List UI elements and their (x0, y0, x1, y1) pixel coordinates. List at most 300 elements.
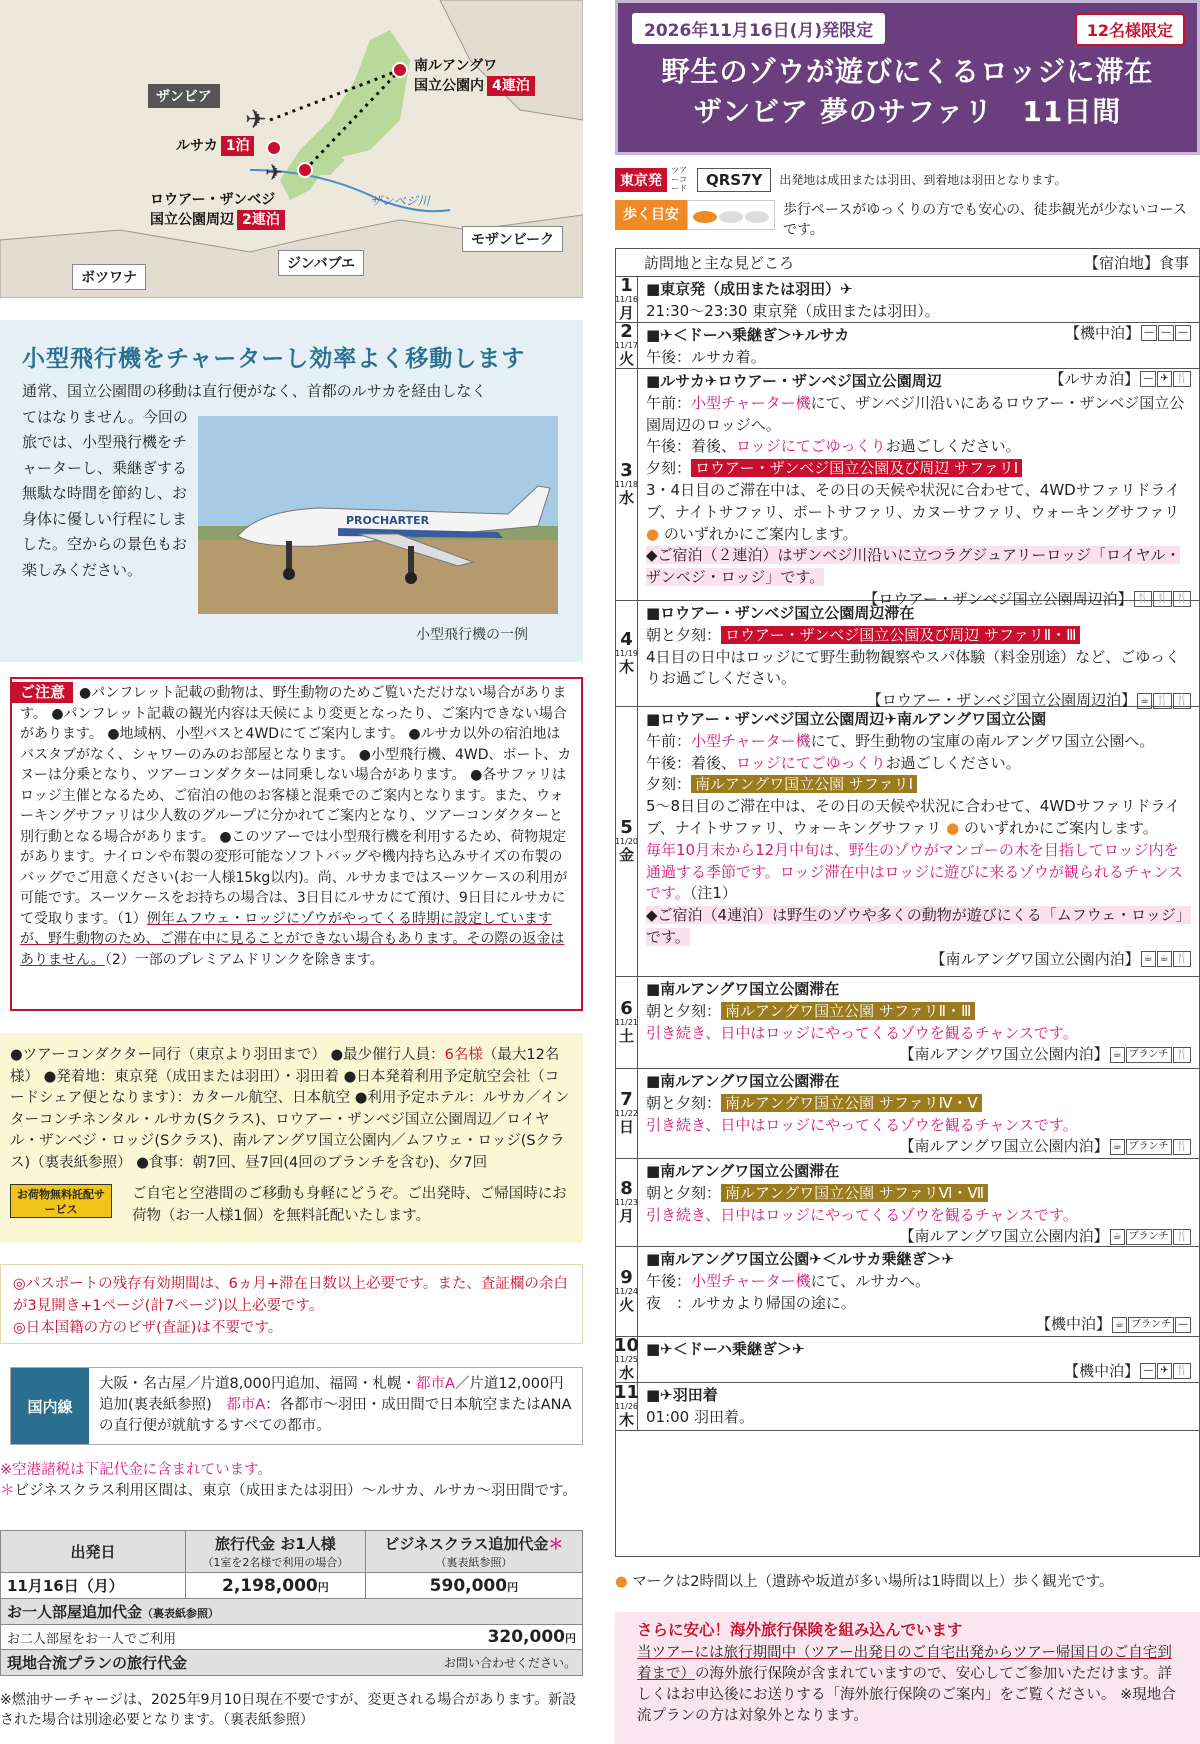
map-label-south-luangwa (414, 56, 535, 96)
day-line (646, 1339, 1191, 1361)
sl-stay-tag: 4連泊 (487, 76, 535, 96)
day-line (646, 603, 1191, 625)
day-line (646, 796, 1191, 840)
day-row (616, 707, 1199, 977)
day-line (646, 1249, 1191, 1271)
day-line (646, 1115, 1191, 1137)
day-line (646, 1183, 1191, 1205)
text: にて、野生動物の宝庫の南ルアングワ国立公園へ。 (810, 731, 1155, 750)
lodge-text: 【ロウアー・ザンベジ国立公園周辺泊】 (866, 691, 1137, 710)
caution-body-2: （2）一部のプレミアムドリンクを除きます。 (104, 951, 384, 968)
note: （注1） (689, 884, 737, 903)
airport-line-1: ※空港諸税は下記代金に含まれています。 (0, 1462, 272, 1478)
left-column (0, 0, 583, 1744)
day-lodge (646, 1136, 1191, 1158)
plane-livery-text: PROCHARTER (346, 514, 430, 527)
day-number (616, 369, 638, 600)
day-number (616, 601, 638, 706)
day-text: ■✈羽田着 (646, 1386, 718, 1404)
label: 午後：着後、 (646, 753, 737, 772)
day-num-text: 1 (620, 275, 633, 296)
tour-info-box (0, 1033, 583, 1243)
day-date: 11/26 (614, 1402, 639, 1411)
price-header-row (1, 1531, 583, 1573)
day-line (646, 545, 1191, 589)
text: のいずれかにご案内します。 (963, 818, 1158, 837)
pink-text: 小型チャーター機 (691, 731, 811, 750)
single-fee (365, 1625, 582, 1650)
local-plan-note: お問い合わせください。 (365, 1650, 582, 1676)
info-min-people: 6名様 (444, 1047, 483, 1063)
meal-icon: ブランチ (1128, 1317, 1174, 1333)
day-num-text: 9 (620, 1267, 633, 1288)
walk-level-row (615, 200, 1200, 240)
itinerary-h2: 【宿泊地】食事 (1083, 254, 1189, 272)
map-label-zambezi-river: ザンベジ川 (370, 194, 430, 208)
meal-icon: — (1175, 325, 1191, 341)
day-line (646, 1001, 1191, 1023)
lodge-note: ◆ご宿泊（２連泊）はザンベジ川沿いに立つラグジュアリーロッジ「ロイヤル・ザンベジ・ロッジ」です。 (646, 546, 1181, 587)
limit-tag: 12名様限定 (1075, 13, 1185, 46)
label: 夕刻： (646, 775, 692, 794)
day-date: 11/24 (614, 1287, 639, 1296)
caution-tag: ご注意 (12, 682, 73, 703)
day-text: 21:30〜23:30 東京発（成田または羽田）。 (646, 301, 940, 320)
map-label-lower-zambezi (150, 190, 285, 230)
tour-code-row (615, 166, 1066, 193)
day-line (646, 1271, 1191, 1293)
day-line (646, 480, 1191, 545)
day-weekday: 金 (618, 846, 634, 864)
day-lodge (646, 1361, 1191, 1383)
meal-icon: — (1141, 325, 1157, 341)
day-text: ■南ルアングワ国立公園滞在 (646, 1162, 840, 1180)
charter-text-1: 通常、国立公園間の移動は直行便がなく、首都のルサカを経由しなく (22, 382, 487, 400)
day-body (638, 1247, 1199, 1336)
safari-tag: 南ルアングワ国立公園 サファリⅡ・Ⅲ (721, 1002, 975, 1020)
domestic-city-a: 都市A (416, 1376, 455, 1392)
price-biz-value: 590,000 (429, 1575, 508, 1596)
day-lodge (646, 1314, 1191, 1336)
lodge-note: ◆ご宿泊（4連泊）は野生のゾウや多くの動物が遊びにくる「ムフウェ・ロッジ」です。 (646, 906, 1191, 946)
day-row (614, 601, 1199, 710)
lodge-text: 【ルサカ泊】 (1049, 369, 1140, 388)
meal-icon: 🍴 (1173, 1047, 1191, 1063)
meal-icon: 🍴 (1173, 693, 1191, 709)
meal-icon: 🍴 (1173, 1139, 1191, 1155)
day-weekday: 水 (618, 1364, 634, 1382)
day-body (638, 1159, 1199, 1246)
day-num-text: 7 (620, 1089, 633, 1110)
pink-text: 引き続き、日中はロッジにやってくるゾウを観るチャンスです。 (646, 1115, 1078, 1134)
meal-icon: 🍴 (1173, 1229, 1191, 1245)
lodge-text: 【南ルアングワ国立公園内泊】 (930, 949, 1140, 968)
day-line (646, 371, 1191, 393)
meal-icon: — (1158, 325, 1174, 341)
day-text: ■南ルアングワ国立公園✈＜ルサカ乗継ぎ＞✈ (646, 1250, 955, 1268)
day-line (646, 347, 1191, 369)
day-text: 01:00 羽田着。 (646, 1407, 754, 1426)
day-number (616, 1159, 638, 1246)
day-date: 11/20 (614, 837, 639, 846)
day-text: ■南ルアングワ国立公園滞在 (646, 1072, 840, 1090)
walk-mark-note (615, 1570, 1114, 1591)
day-number (616, 277, 638, 322)
svg-text:✈: ✈ (245, 105, 267, 135)
day-line (646, 1093, 1191, 1115)
price-fee-value: 2,198,000 (222, 1575, 318, 1596)
price-biz-yen: 円 (507, 1580, 519, 1594)
price-biz (365, 1573, 582, 1599)
day-number (616, 1069, 638, 1158)
single-fee-row (1, 1625, 583, 1650)
departure-date-tag: 2026年11月16日(月)発限定 (632, 13, 885, 44)
right-column (615, 0, 1200, 1744)
local-plan-label: 現地合流プランの旅行代金 (1, 1650, 366, 1676)
day-line (646, 709, 1191, 731)
map-label-zambia: ザンビア (148, 84, 220, 108)
day-row (616, 1069, 1199, 1159)
label: 夕刻： (646, 459, 692, 478)
sl-name: 南ルアングワ (414, 58, 498, 74)
day-line (646, 1205, 1191, 1227)
charter-plane-box (0, 320, 583, 662)
day-line (646, 905, 1191, 949)
pink-text: 毎年10月末から12月中旬は、野生のゾウがマンゴーの木を目指してロッジ内を通過する季節です。ロッジ滞在中はロッジに遊びに来るゾウが観られるチャンスです。 (646, 840, 1184, 903)
insurance-underlined: 当ツアーには旅行期間中（ツアー出発日のご自宅出発からツアー帰国日のご自宅到着まで） (637, 1645, 1172, 1682)
day-weekday: 月 (618, 1207, 634, 1225)
day-line (646, 1071, 1191, 1093)
day-line (646, 1293, 1191, 1315)
info-part-2: （最大12名様） ●発着地：東京発（成田または羽田）・羽田着 ●日本発着利用予定航空会社（コードシェア便となります）：カタール航空、日本航空 ●利用予定ホテル：ルサカ／インターコンチネンタル・ルサカ(Sクラス)、ロウアー・ザンベジ国立公園周辺／ロイヤル・ザンベジ・ロッジ(Sクラス)、南ルアングワ国立公園内／ムフウェ・ロッジ(Sクラス)（裏表紙参照） ●食事：朝7回、昼7回(4回のブランチを含む)、夕7回 (10, 1047, 570, 1171)
day-date: 11/23 (614, 1198, 639, 1207)
insurance-box (615, 1612, 1200, 1744)
text: のいずれかにご案内します。 (663, 524, 858, 543)
day-weekday: 木 (618, 658, 634, 676)
lodge-text: 【機中泊】 (1064, 323, 1140, 342)
price-date: 11月16日（月） (1, 1573, 186, 1599)
day-text: ■ルサカ✈ロウアー・ザンベジ国立公園周辺 (646, 372, 942, 390)
day-number (613, 1335, 640, 1382)
meal-icon: ☕ (1137, 693, 1152, 709)
price-h-fee (186, 1531, 366, 1573)
route-map (0, 0, 583, 298)
lz-name: ロウアー・ザンベジ (150, 192, 276, 208)
day-weekday: 火 (618, 350, 634, 368)
passport-line-1: ◎パスポートの残存有効期間は、6ヵ月+滞在日数以上必要です。また、査証欄の余白が3見開き+1ページ(計7ページ)以上必要です。 (13, 1276, 568, 1314)
day-weekday: 火 (618, 1296, 634, 1314)
single-fee-value: 320,000 (487, 1627, 565, 1647)
single-room (1, 1599, 583, 1625)
price-h-fee-sub: （1室を2名様で利用の場合） (202, 1556, 349, 1569)
day-body (638, 1337, 1199, 1382)
day-text: ■✈＜ドーハ乗継ぎ＞✈ (646, 1340, 805, 1358)
day-lodge (646, 949, 1191, 971)
pink-text: ロッジにてごゆっくり (736, 753, 886, 772)
lodge-text: 【南ルアングワ国立公園内泊】 (899, 1227, 1109, 1246)
day-number (616, 977, 638, 1068)
day-line (646, 301, 1191, 323)
walk-shoes-icon (687, 200, 775, 230)
meal-icon: ブランチ (1126, 1229, 1172, 1245)
tour-title-1: 野生のゾウが遊びにくるロッジに滞在 (661, 55, 1154, 88)
day-body (638, 1383, 1199, 1430)
day-date: 11/21 (614, 1018, 639, 1027)
caution-underlined: 例年ムフウェ・ロッジにゾウがやってくる時期に設定していますが、野生動物のため、ご滞在中に見ることができない場合もあります。その際の返金はありません。 (20, 910, 565, 968)
day-text: 4日目の日中はロッジにて野生動物観察やスパ体験（料金別途）など、ごゆっくりお過ごしください。 (646, 647, 1181, 688)
airport-tax-note (0, 1460, 583, 1501)
day-text: ■東京発（成田または羽田）✈ (646, 280, 853, 298)
map-label-lusaka (176, 136, 254, 156)
domestic-body (89, 1368, 582, 1444)
airport-line-2: ＊ビジネスクラス利用区間は、東京（成田または羽田）〜ルサカ、ルサカ〜羽田間です。 (0, 1482, 577, 1499)
itinerary-header (616, 249, 1199, 277)
day-weekday: 水 (618, 489, 634, 507)
meal-icon: ☕ (1157, 951, 1172, 967)
insurance-body (637, 1643, 1178, 1727)
map-label-mozambique: モザンビーク (462, 226, 563, 252)
tour-banner (615, 0, 1200, 155)
day-date: 11/17 (614, 341, 639, 350)
plane-photo (198, 416, 558, 614)
day-weekday: 土 (618, 1027, 634, 1045)
walk-mark-icon: ● (646, 524, 664, 543)
safari-tag: 南ルアングワ国立公園 サファリⅠ (691, 775, 917, 793)
info-part-1: ●ツアーコンダクター同行（東京より羽田まで） ●最少催行人員： (10, 1047, 445, 1063)
meal-icon: ☕ (1110, 1229, 1125, 1245)
lodge-text: 【機中泊】 (1064, 1361, 1140, 1380)
itinerary-table (615, 248, 1200, 1557)
insurance-heading: さらに安心！海外旅行保険を組み込んでいます (637, 1621, 963, 1639)
price-h-date: 出発日 (1, 1531, 186, 1573)
price-row (1, 1573, 583, 1599)
safari-tag: 南ルアングワ国立公園 サファリⅣ・Ⅴ (721, 1094, 982, 1112)
single-note: お二人部屋をお一人でご利用 (1, 1625, 366, 1650)
day-line (646, 647, 1191, 691)
safari-tag: 南ルアングワ国立公園 サファリⅥ・Ⅶ (721, 1184, 988, 1202)
airport-line-2-text: ビジネスクラス利用区間は、東京（成田または羽田）〜ルサカ、ルサカ〜羽田間です。 (14, 1482, 577, 1499)
price-table (0, 1530, 583, 1676)
day-line (646, 753, 1191, 775)
day-row (613, 1382, 1199, 1431)
day-weekday: 日 (618, 1118, 634, 1136)
day-body (638, 601, 1199, 710)
meal-icon: ☕ (1110, 1139, 1125, 1155)
day-date: 11/18 (614, 480, 639, 489)
price-h-fee-main: 旅行代金 お1人様 (215, 1535, 336, 1553)
pink-text: 小型チャーター機 (691, 1271, 811, 1290)
safari-tag: ロウアー・ザンベジ国立公園及び周辺 サファリⅡ・Ⅲ (721, 626, 1080, 644)
fuel-surcharge-note: ※燃油サーチャージは、2025年9月10日現在不要ですが、変更される場合があります。新設された場合は別途必要となります。（裏表紙参照） (0, 1692, 577, 1728)
meal-icon: 🍴 (1134, 591, 1152, 607)
meal-icon: ✈ (1157, 371, 1171, 387)
tour-title-2: ザンビア 夢のサファリ 11日間 (693, 95, 1122, 128)
meal-icon: ☕ (1112, 1317, 1127, 1333)
insurance-text: の海外旅行保険が含まれていますので、安心してご参加いただけます。詳しくはお申込後にお送りする「海外旅行保険のご案内」をご覧ください。 ※現地合流プランの方は対象外となります。 (637, 1666, 1176, 1724)
caution-body-1: ●パンフレット記載の動物は、野生動物のためご覧いただけない場合があります。 ●パンフレット記載の観光内容は天候により変更となったり、ご案内できない場合があります。 ●地域柄、小型バスと4WDにてご案内します。 ●ルサカ以外の宿泊地はバスタブがなく、シャワーのみのお部屋となります。 ●小型飛行機、4WD、ボート、カヌーは分乗となり、ツアーコンダクターは同乗しない場合があります。 ●各サファリはロッジ主催となるため、ご宿泊の他のお客様と混乗でのご案内となります。また、ウォーキングサファリは少人数のグループに分かれてご案内となり、ツアーコンダクターと別行動となる場合があります。 ●このツアーでは小型飛行機を利用するため、荷物規定があります。ナイロンや布製の変形可能なソフトバッグや機内持ち込みサイズの布製のバッグでご用意ください(お一人様15kg以内)。尚、ルサカまではスーツケースの利用が可能です。スーツケースをお持ちの場合は、3日目にルサカにて預け、9日目にルサカにて受取ります。（1） (20, 685, 572, 927)
sl-name2: 国立公園内 (414, 78, 484, 94)
pink-text: 小型チャーター機 (691, 393, 811, 412)
local-plan-row (1, 1650, 583, 1676)
lusaka-name: ルサカ (176, 138, 218, 154)
single-fee-yen: 円 (565, 1632, 576, 1645)
price-fee (186, 1573, 366, 1599)
day-text: ■✈＜ドーハ乗継ぎ＞✈ルサカ (646, 326, 850, 344)
day-line (646, 774, 1191, 796)
day-num-text: 5 (620, 817, 633, 838)
meal-icon: 🍴 (1173, 371, 1191, 387)
map-label-botswana: ボツワナ (72, 264, 146, 290)
charter-text-2: てはなりません。今回の旅では、小型飛行機をチャーターし、乗継ぎする無駄な時間を節約し、お身体に優しい行程にしました。空からの景色もお楽しみください。 (22, 407, 188, 579)
caution-box (10, 677, 583, 1011)
meal-icon: 🍴 (1153, 591, 1171, 607)
shoe-icons (691, 205, 771, 225)
plane-illustration (198, 416, 558, 614)
day-number (616, 323, 638, 368)
day-number (613, 1382, 640, 1430)
meal-icon: ☕ (1110, 1047, 1125, 1063)
lodge-text: 【南ルアングワ国立公園内泊】 (899, 1045, 1109, 1064)
meal-icon: — (1140, 1363, 1156, 1379)
lodge-text: 【ロウアー・ザンベジ国立公園周辺泊】 (863, 589, 1133, 608)
label: 朝と夕刻： (646, 1001, 722, 1020)
day-text: ■ロウアー・ザンベジ国立公園周辺✈南ルアングワ国立公園 (646, 710, 1047, 728)
day-date: 11/16 (614, 295, 639, 304)
tour-code-label: ツアーコード (671, 166, 687, 193)
meal-icon: 🍴 (1173, 951, 1191, 967)
day-lodge (646, 1226, 1191, 1248)
walk-note-text: マークは2時間以上（遺跡や坂道が多い場所は1時間以上）歩く観光です。 (632, 1574, 1114, 1590)
domestic-heading: 国内線 (11, 1368, 89, 1444)
text: にて、ルサカへ。 (810, 1271, 930, 1290)
baggage-service-text: ご自宅と空港間のご移動も身軽にどうぞ。ご出発時、ご帰国時にお荷物（お一人様1個）を無料託配いたします。 (132, 1186, 567, 1224)
day-line (646, 979, 1191, 1001)
day-num-text: 6 (620, 998, 633, 1019)
day-weekday: 木 (618, 1411, 634, 1429)
lodge-text: 【南ルアングワ国立公園内泊】 (899, 1137, 1109, 1156)
domestic-b3: ：各都市〜羽田・成田間で日本航空またはANAの直行便が就航するすべての都市。 (99, 1397, 572, 1434)
price-h-biz-main-wrap: ビジネスクラス追加代金＊ (384, 1535, 564, 1553)
day-num-text: 4 (620, 629, 633, 650)
meal-icon: 🍴 (1173, 1363, 1191, 1379)
text: 3・4日目のご滞在中は、その日の天候や状況に合わせて、4WDサファリドライブ、ナイトサファリ、ボートサファリ、カヌーサファリ、ウォーキングサファリ (646, 480, 1180, 521)
day-row (616, 977, 1199, 1069)
text: お過ごしください。 (885, 437, 1021, 456)
day-body (638, 369, 1199, 608)
meal-icon: ブランチ (1126, 1139, 1172, 1155)
label: 朝と夕刻： (646, 1093, 722, 1112)
day-num-text: 2 (620, 321, 633, 342)
tour-code-note: 出発地は成田または羽田、到着地は羽田となります。 (779, 173, 1067, 187)
day-row (616, 1247, 1199, 1337)
passport-line-2: ◎日本国籍の方のビザ(査証)は不要です。 (13, 1320, 283, 1336)
day-line (646, 279, 1191, 301)
tour-info-text (10, 1045, 573, 1174)
day-lodge (646, 1044, 1191, 1066)
label: 朝と夕刻： (646, 1183, 722, 1202)
day-line (646, 325, 1191, 347)
passport-note (0, 1264, 583, 1344)
text: 5〜8日目のご滞在中は、その日の天候や状況に合わせて、4WDサファリドライブ、ナイトサファリ、ウォーキングサファリ (646, 797, 1180, 837)
day-text: ■ロウアー・ザンベジ国立公園周辺滞在 (646, 604, 915, 622)
domestic-city-a2: 都市A (226, 1397, 266, 1413)
day-row (616, 1159, 1199, 1247)
day-num-text: 10 (613, 1335, 640, 1356)
meal-icon: ✈ (1157, 1363, 1171, 1379)
day-text: 午後：ルサカ着。 (646, 347, 766, 366)
domestic-b1: 大阪・名古屋／片道8,000円追加、福岡・札幌・ (99, 1376, 417, 1392)
day-line (646, 436, 1191, 458)
itinerary-h1: 訪問地と主な見どころ (644, 254, 795, 272)
day-date: 11/19 (614, 649, 639, 658)
meal-icon: — (1140, 371, 1156, 387)
day-date: 11/25 (614, 1355, 639, 1364)
safari-tag: ロウアー・ザンベジ国立公園及び周辺 サファリⅠ (691, 459, 1022, 477)
meal-icon: 🍴 (1173, 591, 1191, 607)
domestic-flights-box (10, 1367, 583, 1445)
day-num-text: 3 (620, 460, 633, 481)
map-label-zimbabwe: ジンバブエ (278, 250, 364, 276)
meal-icon: — (1175, 1317, 1191, 1333)
text: にて、ザンベジ川沿いにあるロウアー・ザンベジ国立公園周辺のロッジへ。 (646, 393, 1185, 434)
label: 朝と夕刻： (646, 625, 722, 644)
walk-tag: 歩く目安 (615, 200, 687, 230)
day-line (646, 1161, 1191, 1183)
text: お過ごしください。 (885, 753, 1021, 772)
price-h-biz-main: ビジネスクラス追加代金 (384, 1535, 549, 1553)
walk-mark-icon: ● (941, 818, 964, 837)
price-h-biz-sub: （裏表紙参照） (435, 1556, 513, 1569)
plane-caption: 小型飛行機の一例 (416, 627, 528, 643)
single-sub: （裏表紙参照） (142, 1607, 220, 1620)
day-weekday: 月 (618, 304, 634, 322)
lz-name2: 国立公園周辺 (150, 212, 234, 228)
day-line (646, 1385, 1191, 1407)
day-num-text: 11 (613, 1382, 640, 1403)
day-num-text: 8 (620, 1178, 633, 1199)
baggage-service-icon: お荷物無料託配サービス (10, 1184, 112, 1218)
day-body (638, 1069, 1199, 1158)
day-text: 夜 ：ルサカより帰国の途に。 (646, 1293, 856, 1312)
day-line (646, 458, 1191, 480)
pink-text: ロッジにてごゆっくり (736, 437, 886, 456)
svg-text:✈: ✈ (265, 161, 284, 186)
day-line (646, 1407, 1191, 1429)
day-text: ■南ルアングワ国立公園滞在 (646, 980, 840, 998)
walk-text: 歩行ペースがゆっくりの方でも安心の、徒歩観光が少ないコースです。 (783, 202, 1187, 238)
departure-city: 東京発 (615, 168, 667, 192)
day-line (646, 731, 1191, 753)
day-number (616, 707, 638, 976)
day-body (638, 707, 1199, 976)
label: 午後：着後、 (646, 437, 737, 456)
meal-icon: 🍴 (1153, 693, 1171, 709)
price-fee-yen: 円 (317, 1580, 329, 1594)
single-label: お一人部屋追加代金 (7, 1603, 143, 1621)
day-number (616, 1247, 638, 1336)
meal-icon: ブランチ (1126, 1047, 1172, 1063)
single-row (1, 1599, 583, 1625)
label: 午前： (646, 731, 692, 750)
tour-code: QRS7Y (697, 168, 771, 192)
day-body (638, 977, 1199, 1068)
lz-stay-tag: 2連泊 (237, 210, 285, 230)
itinerary-days (613, 275, 1199, 1431)
domestic-b2: ／片道12,000円追加(裏表紙参照) (99, 1376, 564, 1413)
charter-heading: 小型飛行機をチャーターし効率よく移動します (22, 346, 526, 372)
lodge-text: 【機中泊】 (1036, 1315, 1112, 1334)
label: 午後： (646, 1271, 692, 1290)
